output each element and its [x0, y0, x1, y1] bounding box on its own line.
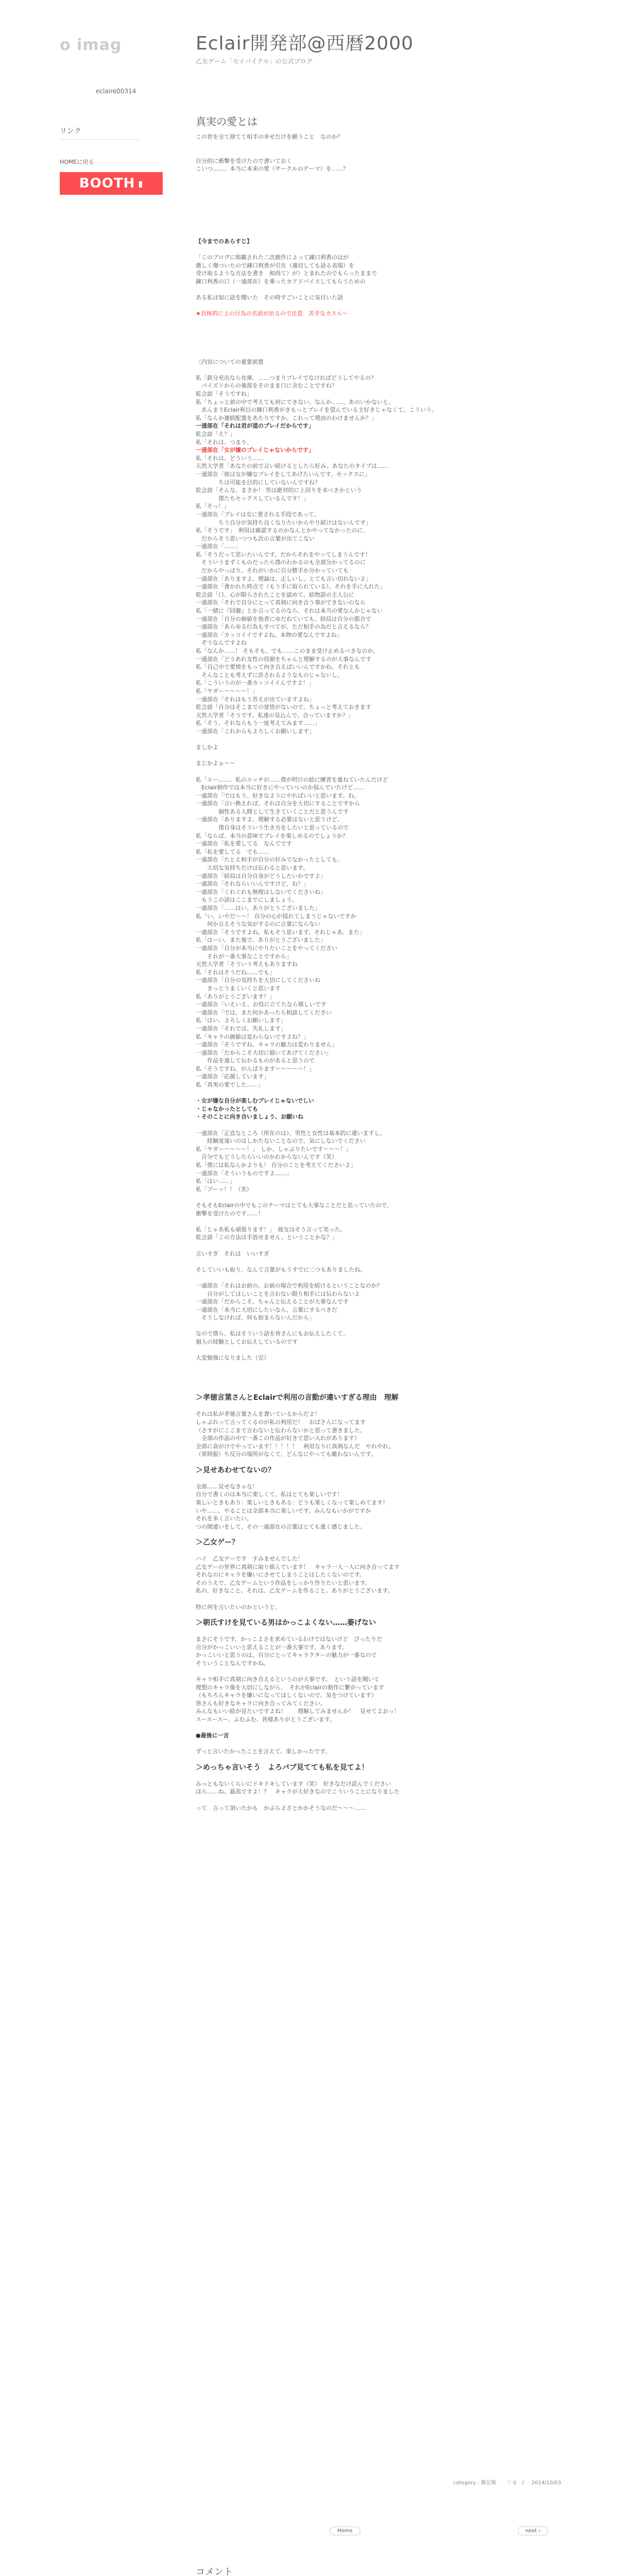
entry-line — [196, 1402, 556, 1411]
entry-line: って 言って頂いたかも かぶらよさとかかそうなのだ〜〜〜…… — [196, 1804, 366, 1811]
entry-line: ほら……ね。最高ですよ！？ キャラが大好きなのでこういうことになりました — [196, 1788, 400, 1795]
entry-line: きっとうまくいくと思います — [196, 985, 281, 992]
entry-line: 一通部在「それならいいんですけど、ね？」 — [196, 880, 309, 888]
entry-line: だからやっぱり、それがいかに自分勝手か分かっていても — [196, 567, 349, 574]
entry-line: しゃぶれって言ってくるのが私の利用だ！ おばさんになってます — [196, 1419, 366, 1426]
entry-line — [196, 285, 556, 294]
entry-line: 自分的に衝撃を受けたので書いておく — [196, 157, 292, 164]
entry-line: ・じゃなかったとしても — [196, 1105, 258, 1112]
entry-line — [196, 189, 556, 197]
entry-line: 私「それはそうだね……でも」 — [196, 969, 275, 976]
entry-line: ハイ 乙女ゲーです すみませんでした！ — [196, 1555, 303, 1563]
entry-line: 楽しいときもあり：楽しいときもある：どうも楽しくなって楽しめてます！ — [196, 1499, 388, 1506]
entry-line: 一通部在「それはお前の、お前の場合で利用を続けるということなのか？ — [196, 1282, 383, 1289]
entry-line: ましかよ — [196, 744, 218, 751]
entry-line: 私「そうです」 利用は確認するのかなんとかやってなかったのに、 — [196, 527, 369, 534]
entry-line: ある私は知に話を聞いた その時すごいことに気付いた話 — [196, 294, 343, 301]
entry-line — [196, 197, 556, 206]
entry-line — [196, 1459, 556, 1467]
entry-line — [196, 1274, 556, 1282]
entry-line: 一通部在「たとえ相手が自分の好みでなかったとしても、 — [196, 856, 343, 863]
entry-line: 私「はい……」 — [196, 1178, 235, 1185]
entry-line — [196, 768, 556, 776]
entry-line: だからそう思いつつも次の言葉が出てこない — [196, 535, 315, 542]
entry-line: 一通部在「あらゆる行為もすべてが、ただ相手の為だと言えるなら？ — [196, 623, 371, 631]
entry-line: 乾会談「え？」 — [196, 430, 235, 437]
entry-line: 経験度遠いのはしかたないことなので、気にしないでください — [196, 1138, 366, 1145]
booth-label: BOOTH — [79, 176, 135, 191]
entry-line: 一通部在「どうあれ女性の役割をちゃんと理解するのが大事なんです — [196, 655, 371, 663]
entry-line — [196, 1362, 556, 1370]
entry-line: そういうことなんですかね。 — [196, 1659, 269, 1667]
entry-line — [196, 1531, 556, 1539]
entry-line: 私「そっ！」 — [196, 503, 230, 510]
shopping-bag-icon: ▮ — [138, 178, 144, 189]
entry-line: 自分がかっこいいと思えることが一番大事です。あります。 — [196, 1643, 348, 1651]
entry-line: ＞乙女ゲー？ — [196, 1538, 239, 1547]
entry-line — [196, 229, 556, 238]
entry-line: そういうまずくものだったら僕のわかるのも全部分かってるのに — [196, 559, 366, 566]
entry-line: そしていいも取り、なんて言葉がもうすでに二つもありましたね。 — [196, 1266, 366, 1273]
entry-line — [196, 1547, 556, 1555]
entry-line: 「このブログに掲載された二次創作によって錬口利香のはが — [196, 253, 349, 261]
entry-line: 私「はーい、また後で。ありがとうございました」 — [196, 937, 326, 944]
entry-line: 私「そうだって思いたいんです。だからそれをやってしまうんです！ — [196, 551, 371, 558]
entry-line — [196, 245, 556, 253]
entry-line: 僕たちセックスしているんです！」 — [196, 495, 309, 502]
next-button[interactable]: next › — [518, 2527, 548, 2535]
entry-line — [196, 1217, 556, 1226]
entry-line: 大変勉強になりました（完） — [196, 1354, 269, 1362]
entry-line: 私「ちょっと前の中で考えても何にできない。なんか……、あのいかないと、 — [196, 398, 394, 405]
entry-line: 一通部在「くれぐれも無理はしないでくださいね」 — [196, 888, 326, 895]
entry-line — [196, 1724, 556, 1732]
entry-line: ＞見せあわせてないの？ — [196, 1466, 275, 1475]
entry-line: 錬口利香の口（一通部在）を乗ったカアドバイスしてもらうための — [196, 278, 366, 285]
entry-line: ●最後に一言 — [196, 1732, 229, 1739]
entry-line — [196, 1756, 556, 1764]
entry-line: 何か言えそうな気がするのに言葉にならない — [196, 921, 320, 928]
entry-line: そのうえで、乙女ゲームという作品をしっかり作りたいと思います。 — [196, 1579, 371, 1586]
link-heading: リンク — [60, 126, 140, 140]
entry-line: 私「なんか……！ そもそも、でも……このまま受け止めるべきなのか。 — [196, 648, 379, 654]
entry-line: 私「鉄分充出なら在庫、……つまりプレイでなければどうしてやるの？ — [196, 374, 377, 381]
entry-line: 一通部在「正直なところ（所在のは）、男性と女性は基本的に違いますし、 — [196, 1129, 386, 1137]
entry-line: 一通部在「プレイは女に愛される手段であって、 — [196, 511, 320, 518]
entry-line: 一通部在「自分の気持ちを大切にしてくださいね — [196, 977, 320, 984]
entry-line: 全部に命がけでやっています！！！！！ 利用なりに真剣なんだ やれやれ。 — [196, 1443, 394, 1450]
entry-line: ・そのことに向き合いましょう、お願いね — [196, 1113, 303, 1121]
booth-banner[interactable] — [60, 172, 163, 195]
entry-line — [196, 1627, 556, 1635]
entry-line: つの間違いをして、その一通部在の言葉はとても重く感じました。 — [196, 1523, 366, 1530]
entry-line: ★具体的に上の行為の名前が出るので注意 苦手なカスル〜 — [196, 310, 348, 317]
entry-line: （さすがにここまで言わないと伝わらないかと思って書きました。 — [196, 1427, 366, 1434]
entry-line: あんまりEclair利目の錬口利香がきもっとプレイを望んでいる主好きじゃなくて、こういう。 — [196, 406, 438, 414]
entry-line: 一通部在「……はい。ありがとうございました」 — [196, 905, 320, 911]
entry-line — [196, 1740, 556, 1748]
entry-line: ちは可能を目的にしていないんですね？ — [196, 479, 320, 486]
entry-line — [196, 1667, 556, 1675]
entry-line — [196, 1772, 556, 1780]
entry-line: （常時振）ち反分の場所がなくて、どんなにやっても敵わないんです。 — [196, 1451, 376, 1458]
entry-line: 一通部在「それはもう答えが出ていますよね」 — [196, 696, 315, 703]
entry-line — [196, 1475, 556, 1483]
entry-line: 皆さんも好きなキャラに向き合ってみてください。 — [196, 1700, 326, 1707]
entry-line: （もちろんキャラを嫌いになってほしくないので、気をつけています） — [196, 1692, 377, 1699]
entry-line: 個性ある人間として生きていくことだと思うんです — [196, 808, 349, 815]
entry-line: 一通部在「そうですね、キャラの魅力は変わりません」 — [196, 1041, 337, 1048]
entry-line: 一通部在「応援しています」 — [196, 1073, 269, 1080]
entry-line: まさにそうです。かっこよさを求めているわけではないけど ぴったりだ — [196, 1636, 383, 1643]
entry-line: 一通部在「自分が本当にやりたいことをやってください — [196, 944, 337, 952]
entry-line: 私「そうですね、がんばります〜〜〜〜〜！」 — [196, 1065, 315, 1072]
entry-line: 一通部在「それは君が道のプレイだからです」 — [196, 422, 314, 430]
entry-line: 私「僕には私なんかよりも！ 自分のことを考えてくださいよ」 — [196, 1162, 356, 1168]
entry-line — [196, 1796, 556, 1804]
entry-line: 私の、好きなこと。それは、乙女ゲームを作ること。ありがとうございます。 — [196, 1587, 393, 1595]
entry-line: 私「ヤダー〜〜〜〜！」 — [196, 687, 258, 694]
entry-line: 私「い、いやだ〜〜！ 自分の心が揺れてしまうじゃないですか — [196, 912, 356, 920]
entry-line: 一通部在「結局は自分自身がどうしたいかですよ」 — [196, 872, 326, 879]
entry-line: それは私が孝徳言葉さんを書いているからだよ！ — [196, 1411, 320, 1418]
entry-line: 〈内容についての重要前置 — [196, 358, 264, 365]
entry-line: 衝撃を受けたのです……！ — [196, 1210, 264, 1217]
comment-heading: コメント — [196, 2567, 233, 2576]
entry-line: なので僕ら、私はそういう話を皆さんにもお伝えしたくて、 — [196, 1330, 349, 1337]
entry-line: 私「それは、どういう…… — [196, 454, 264, 462]
user-id: eclaire00314 — [96, 88, 136, 95]
entry-line: それなのにキャラを嫌いにさせてしまうことはしたくないのです。 — [196, 1571, 366, 1579]
entry-line — [196, 366, 556, 374]
entry-line — [196, 1346, 556, 1354]
entry-line — [196, 1611, 556, 1619]
entry-line: 私「ブーッ！！（笑） — [196, 1185, 252, 1193]
entry-line: 私「それは、つまり、 — [196, 438, 252, 446]
entry-line — [196, 1378, 556, 1386]
entry-line: 私「はい、よろしくお願いします」 — [196, 1017, 286, 1024]
entry-body — [196, 133, 556, 1812]
entry-line — [196, 301, 556, 310]
entry-line: ぞうなんですよね — [196, 639, 247, 647]
entry-line — [196, 1089, 556, 1097]
entry-line — [196, 1370, 556, 1378]
entry-line: 私「私を愛してる でも…… — [196, 848, 269, 855]
entry-line: 一通部在「いえいえ、お役に立てたなら嬉しいです — [196, 1001, 327, 1008]
entry-line: Eclair制作では本当に好きにやっていいのか悩んでいたけど…… — [196, 784, 365, 791]
entry-line: 僕自身はそういう生き方をしたいと思っているので — [196, 824, 349, 832]
entry-line: みっともないくらいにドキドキしています（笑） 好きなだけ読んでください — [196, 1780, 391, 1787]
entry-line: 一通部在「書かれた時点で（もう手に取られている）、それを手に入れた」 — [196, 583, 386, 590]
entry-line: ・女が嫌な自分が楽しむプレイじゃないでしい — [196, 1097, 315, 1105]
entry-line: 私「ありがとうございます！」 — [196, 993, 275, 1000]
entry-line: 一通部在「そういうものですよ……」 — [196, 1170, 292, 1177]
entry-line — [196, 326, 556, 334]
entry-line: 一通部在「ありますよ、理解する必要はないと思うけど、 — [196, 816, 343, 823]
entry-line: いや……、やることは全部本当に楽しいです。みんなもいかがですか — [196, 1507, 371, 1514]
entry-line: 一通部在「ではもう、好きなようにやればいいと思います。ね。 — [196, 792, 360, 799]
entry-line: 一通部在「女が嫌のプレイじゃないからです」 — [196, 447, 314, 454]
entry-line — [196, 205, 556, 213]
entry-line: ＞めっちゃ言いそう よろパブ見てても私を見てよ！ — [196, 1763, 369, 1772]
entry-line: 一通部在「カッコイイですよね。本物の愛なんですよね」 — [196, 631, 343, 638]
home-link[interactable]: HOMEに戻る — [60, 159, 94, 165]
entry-line: 乾会談「そんな、まさか！ 男は絶対的に上回りを未べきかという — [196, 487, 362, 494]
entry-line: 一通部在「だからこそ、ちゃんと伝えることが大事なんです — [196, 1298, 349, 1306]
entry-line — [196, 222, 556, 230]
entry-line: 激しく傷ついたので錬口利香が引在（適切しても話る表現）を — [196, 262, 354, 269]
entry-line: 作品を通して伝わるものがあると思うので — [196, 1057, 315, 1064]
entry-line: 一通部在「自分の価値を他者にゆだねていても、結局は自分の都合で — [196, 615, 371, 622]
entry-line: パイズリからの後部をそのまま口に含むことですね？ — [196, 382, 337, 389]
entry-line — [196, 149, 556, 157]
entry-line — [196, 1595, 556, 1603]
entry-line — [196, 752, 556, 760]
entry-line — [196, 342, 556, 350]
entry-line — [196, 181, 556, 190]
entry-line: 私「こういうのが一番カッコイイんですよ！」 — [196, 680, 315, 687]
entry-line: 私「そう、それならもう一度考えてみます……」 — [196, 720, 320, 727]
home-button[interactable]: Home — [330, 2527, 360, 2535]
entry-line: 一通部在「言い換えれば、それは自分を大切にすることですから — [196, 800, 360, 807]
entry-line: 【今までのあらすじ】 — [196, 238, 252, 245]
entry-title[interactable]: 真実の愛とは — [196, 115, 258, 128]
entry-line: 乾会談「そうですね」 — [196, 391, 252, 397]
entry-line: ＞孝徳言葉さんとEclairで利用の言動が違いすぎる理由 理解 — [196, 1394, 399, 1402]
entry-line — [196, 1242, 556, 1250]
entry-line: こいつ……、本当に本来の愛（サークルのテーマ）を……？ — [196, 165, 349, 173]
entry-line: 自分がしてほしいことを言わない限り相手には伝わらないよ — [196, 1290, 360, 1297]
entry-line: 全部の作品の中で一番この作品が好きで思い入れがあります） — [196, 1435, 360, 1442]
entry-line: 私「なんか連続配置をあたりですか。これって理由のわけませんか？」 — [196, 414, 377, 421]
profile-image-logo: o imag — [60, 36, 122, 54]
entry-line: 天然大学者「あなたの前で言い続けるとしたら好み。あなたのタイプは…… — [196, 463, 389, 470]
entry-line — [196, 1193, 556, 1201]
entry-line: 一通部在「それでは、失礼します」 — [196, 1025, 286, 1032]
entry-line: 一通部在「だからこそ大切に描いてあげてください」 — [196, 1049, 332, 1056]
entry-line: 一通部在「それで自分にとって真剣に向き合う事ができないのなら — [196, 599, 366, 606]
entry-line: 私「真実の愛でした……」 — [196, 1081, 264, 1089]
entry-line — [196, 1121, 556, 1129]
entry-line: 一通部在「では、また何かあったら相談してください — [196, 1009, 332, 1016]
entry-line: 受け取るような方法を書き 和尚て）が）とまれたのでもらったままで — [196, 270, 377, 277]
entry-line — [196, 318, 556, 326]
entry-line: 一通部在「これからもよろしくお願いします」 — [196, 727, 315, 735]
entry-line: 一通部在「そうですよね。私もそう思います。それじゃあ、また」 — [196, 928, 365, 936]
entry-line: 乾会談「口、心が限らされたことを認めて、絵物語の主人公に — [196, 591, 354, 598]
entry-line: この世を全て捨てて相手の幸せだけを願うこと なのか？ — [196, 133, 343, 140]
entry-line: 私「キャラの価値は変わらないですよね？」 — [196, 1033, 309, 1040]
entry-line: 私「ヤダー〜〜〜〜！」 しか、しゃぶりたいです〜〜〜！」 — [196, 1145, 352, 1153]
entry-line: 理想のキャラ像を大切にしながら、 それがEclairの制作に繋がっています — [196, 1684, 384, 1691]
entry-line: ずっと言いたかったことを言えて、楽しかったです。 — [196, 1748, 331, 1755]
entry-line: 天然大学者「そういう考えもありますね — [196, 961, 298, 968]
entry-line: スースースー、ふむふむ、皆様ありがとうございます。 — [196, 1716, 335, 1723]
entry-line: ＞朝氏すけを見ている男はかっこよくない……萎げない — [196, 1618, 376, 1627]
entry-line: 特に何を言いたいのかというと。 — [196, 1603, 281, 1611]
entry-line: それが一番大事なことですから」 — [196, 953, 292, 960]
site-title[interactable]: Eclair開発部@西暦2000 — [196, 33, 414, 54]
entry-line: そうしなければ、何も始まらないんだから」 — [196, 1314, 315, 1321]
entry-line — [196, 350, 556, 358]
entry-line: 大切な気持ちだけは伝わると思います。 — [196, 865, 309, 872]
entry-line: 私「自己中で愛情をもって向き合えばいいんですかね。それとも — [196, 664, 360, 671]
entry-line: 一通部在「ありますよ。理論は、正しいし、とても言い切れないよ」 — [196, 575, 371, 582]
entry-line — [196, 1258, 556, 1266]
entry-line: 一通部在「彼は女が嫌なプレイをしてあげたいんです。セックスに」 — [196, 470, 371, 478]
entry-line: 一通部在「……」 — [196, 543, 241, 550]
entry-line: 私「ならば、本当の意味でプレイを楽しめるのでしょうか？ — [196, 832, 349, 839]
entry-line: 一通部在「私を愛してる なんてです — [196, 840, 292, 848]
entry-line: 自分でもどうしたらいいのかわからないんです（笑） — [196, 1154, 337, 1161]
entry-line: みんなもいい絵が見たいですよね！ 理解してみませんか！ 見せてよおっ！ — [196, 1708, 400, 1715]
entry-line — [196, 213, 556, 222]
entry-line: 乾会談「自分はそこまでの覚悟がないので、ちょっと考えておきます — [196, 704, 371, 711]
entry-line: 私「エー……、私のエッチが……僕が明日の絵に練習を重ねていたんだけど — [196, 776, 388, 783]
entry-line: ちう自分が気持ち良くなりたいからやり続けはないんです」 — [196, 519, 371, 526]
site-subtitle: 乙女ゲーム「セイバイクル」の公式ブログ — [196, 58, 313, 65]
entry-line — [196, 173, 556, 181]
entry-line: 私「一緒に『回避』とか言ってるのなら、それは本当の愛なんかじゃない — [196, 607, 383, 615]
entry-line: 自分で書くのは本当に楽しくて、私はとても楽しいです！ — [196, 1491, 343, 1498]
entry-line: キャラ相手に真剣に向き合えるというのが大事です。 という話を聞いて — [196, 1676, 380, 1683]
entry-line — [196, 141, 556, 149]
entry-meta[interactable]: category : 雑記帳 ♡ 0 ♪ 2014/10/03 — [453, 2480, 561, 2486]
entry-line — [196, 736, 556, 744]
entry-line: かっこいいと思うのは、自分にとってキャラクターの魅力が一番なので — [196, 1652, 377, 1659]
entry-line: 全部……見せなきゃな！ — [196, 1483, 258, 1490]
entry-line: 私「じゃあ私も頑張ります！」 彼女はそう言って笑った。 — [196, 1226, 346, 1233]
entry-line: 天然大学者「そうです。私達の見込んで、合っていますか？」 — [196, 711, 354, 719]
entry-line — [196, 1322, 556, 1330]
entry-line: 一通部在「本当に大切にしたいなら、言葉にするべきだ — [196, 1306, 337, 1313]
entry-line: それを多く言いたい。 — [196, 1515, 252, 1522]
entry-line: まじかよぉ〜〜 — [196, 760, 235, 767]
entry-line — [196, 334, 556, 342]
entry-line: 乙女ゲーの世界に真剣に取り組んでいます！ キャラ一人一人に向き合ってます — [196, 1563, 400, 1570]
entry-line: そんなことも考えずに許されるようなものじゃないし、 — [196, 671, 343, 679]
entry-line: 個人の経験としてお伝えしているのです — [196, 1338, 298, 1346]
entry-line: 乾会談「この方法は手放せません、ということかな？」 — [196, 1234, 338, 1241]
entry-line — [196, 1386, 556, 1395]
entry-line: もうこの話はここまでにしましょう。 — [196, 896, 298, 904]
entry-line: 言いすぎ それは いいすぎ — [196, 1250, 269, 1257]
entry-line: そもそもEclairの中でもこのテーマはとても大事なことだと思っていたので、 — [196, 1201, 393, 1209]
